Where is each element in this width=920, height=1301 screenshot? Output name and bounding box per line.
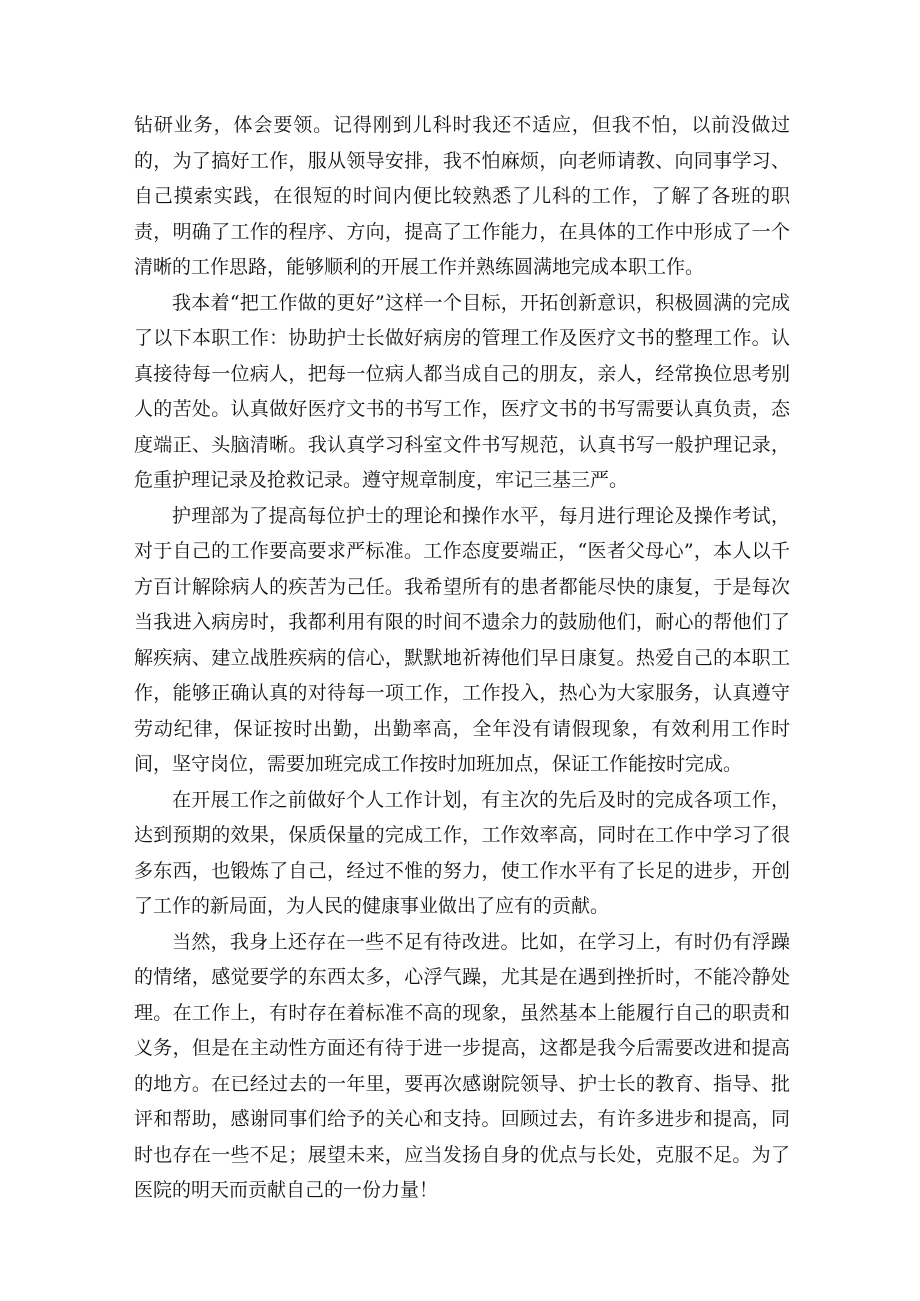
- document-body: [134, 108, 790, 1209]
- paragraph-2: 我本着“把工作做的更好”这样一个目标，开拓创新意识，积极圆满的完成了以下本职工作：协助护士长做好病房的管理工作及医疗文书的整理工作。认真接待每一位病人，把每一位病人都当成自己的朋友，亲人，经常换位思考别人的苦处。认真做好医疗文书的书写工作，医疗文书的书写需要认真负责，态度端正、头脑清晰。我认真学习科室文件书写规范，认真书写一般护理记录，危重护理记录及抢救记录。遵守规章制度，牢记三基三严。: [134, 291, 790, 491]
- paragraph-3: 护理部为了提高每位护士的理论和操作水平，每月进行理论及操作考试，对于自己的工作要高要求严标准。工作态度要端正，“医者父母心”，本人以千方百计解除病人的疾苦为己任。我希望所有的患者都能尽快的康复，于是每次当我进入病房时，我都利用有限的时间不遗余力的鼓励他们，耐心的帮他们了解疾病、建立战胜疾病的信心，默默地祈祷他们早日康复。热爱自己的本职工作，能够正确认真的对待每一项工作，工作投入，热心为大家服务，认真遵守劳动纪律，保证按时出勤，出勤率高，全年没有请假现象，有效利用工作时间，坚守岗位，需要加班完成工作按时加班加点，保证工作能按时完成。: [134, 504, 790, 775]
- paragraph-4: 在开展工作之前做好个人工作计划，有主次的先后及时的完成各项工作，达到预期的效果，保质保量的完成工作，工作效率高，同时在工作中学习了很多东西，也锻炼了自己，经过不惟的努力，使工作水平有了长足的进步，开创了工作的新局面，为人民的健康事业做出了应有的贡献。: [134, 788, 790, 917]
- paragraph-1: 钻研业务，体会要领。记得刚到儿科时我还不适应，但我不怕，以前没做过的，为了搞好工作，服从领导安排，我不怕麻烦，向老师请教、向同事学习、自己摸索实践，在很短的时间内便比较熟悉了儿科的工作，了解了各班的职责，明确了工作的程序、方向，提高了工作能力，在具体的工作中形成了一个清晰的工作思路，能够顺利的开展工作并熟练圆满地完成本职工作。: [134, 114, 790, 278]
- paragraph-5: 当然，我身上还存在一些不足有待改进。比如，在学习上，有时仍有浮躁的情绪，感觉要学的东西太多，心浮气躁，尤其是在遇到挫折时，不能冷静处理。在工作上，有时存在着标准不高的现象，虽然基本上能履行自己的职责和义务，但是在主动性方面还有待于进一步提高，这都是我今后需要改进和提高的地方。在已经过去的一年里，要再次感谢院领导、护士长的教育、指导、批评和帮助，感谢同事们给予的关心和支持。回顾过去，有许多进步和提高，同时也存在一些不足；展望未来，应当发扬自身的优点与长处，克服不足。为了医院的明天而贡献自己的一份力量！: [134, 930, 790, 1201]
